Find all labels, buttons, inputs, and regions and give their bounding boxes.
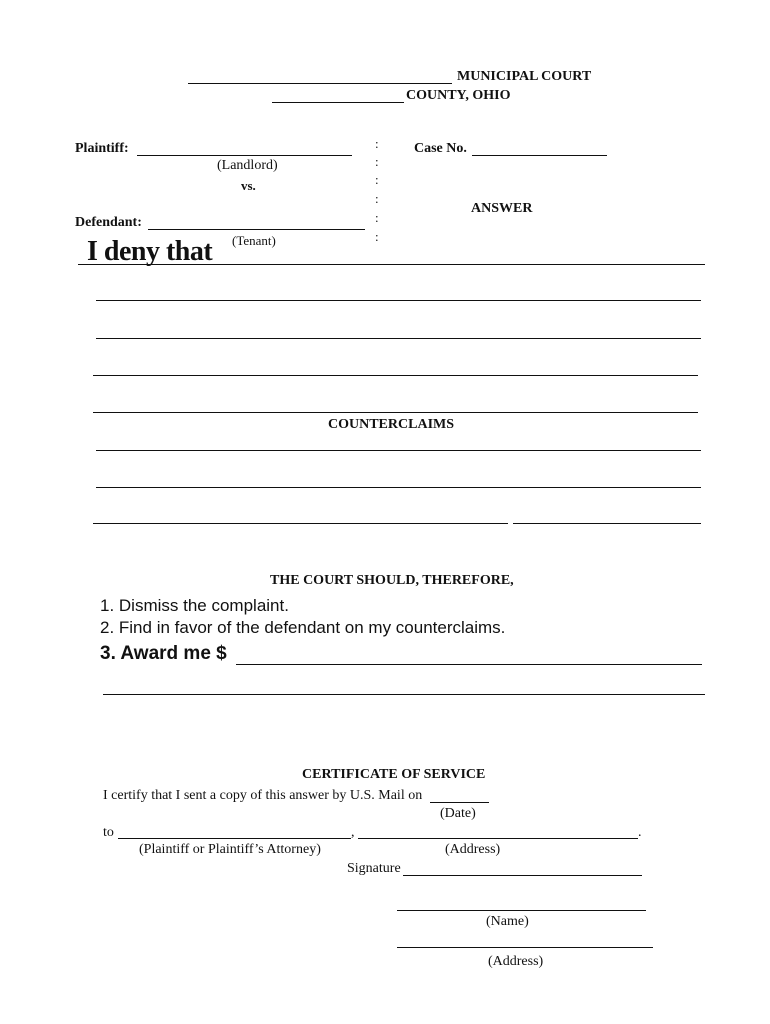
certificate-heading: CERTIFICATE OF SERVICE bbox=[302, 767, 486, 782]
name-caption: (Name) bbox=[486, 914, 529, 929]
document-title: ANSWER bbox=[471, 201, 533, 216]
mail-date-blank[interactable] bbox=[430, 802, 489, 803]
relief-item-dismiss: 1. Dismiss the complaint. bbox=[100, 596, 289, 615]
answer-handwritten-text[interactable]: I deny that bbox=[87, 236, 213, 267]
name-blank[interactable] bbox=[397, 910, 646, 911]
relief-item-counterclaims: 2. Find in favor of the defendant on my counterclaims. bbox=[100, 618, 506, 637]
address-caption-2: (Address) bbox=[488, 954, 544, 969]
certificate-statement: I certify that I sent a copy of this answer by U.S. Mail on bbox=[103, 788, 423, 803]
to-label: to bbox=[103, 825, 114, 840]
caption-separator: : bbox=[375, 191, 379, 206]
answer-line[interactable] bbox=[78, 264, 705, 265]
answer-line[interactable] bbox=[96, 338, 701, 339]
date-caption: (Date) bbox=[440, 806, 476, 821]
plaintiff-name-blank[interactable] bbox=[137, 155, 352, 156]
signature-label: Signature bbox=[347, 861, 401, 876]
counterclaim-line[interactable] bbox=[93, 523, 508, 524]
defendant-name-blank[interactable] bbox=[148, 229, 365, 230]
counterclaim-line[interactable] bbox=[513, 523, 701, 524]
relief-heading: THE COURT SHOULD, THEREFORE, bbox=[270, 573, 514, 588]
recipient-blank[interactable] bbox=[118, 838, 351, 839]
caption-separator: : bbox=[375, 229, 379, 244]
defendant-label: Defendant: bbox=[75, 215, 142, 230]
county-label: COUNTY, OHIO bbox=[406, 88, 511, 103]
address-blank[interactable] bbox=[397, 947, 653, 948]
plaintiff-label: Plaintiff: bbox=[75, 141, 129, 156]
caption-separator: : bbox=[375, 136, 379, 151]
comma-separator: , bbox=[351, 825, 355, 840]
answer-line[interactable] bbox=[93, 375, 698, 376]
relief-item-award: 3. Award me $ bbox=[100, 643, 227, 664]
caption-separator: : bbox=[375, 172, 379, 187]
court-label: MUNICIPAL COURT bbox=[457, 69, 592, 84]
counterclaim-line[interactable] bbox=[96, 487, 701, 488]
address-caption: (Address) bbox=[445, 842, 501, 857]
tenant-caption: (Tenant) bbox=[232, 233, 276, 248]
caption-separator: : bbox=[375, 154, 379, 169]
counterclaims-heading: COUNTERCLAIMS bbox=[328, 417, 455, 432]
award-amount-blank[interactable] bbox=[236, 664, 702, 665]
answer-line[interactable] bbox=[93, 412, 698, 413]
vs-label: vs. bbox=[241, 178, 256, 193]
court-name-blank[interactable] bbox=[188, 83, 452, 84]
counterclaim-line[interactable] bbox=[96, 450, 701, 451]
case-number-blank[interactable] bbox=[472, 155, 607, 156]
period-mark: . bbox=[638, 825, 642, 840]
signature-blank[interactable] bbox=[403, 875, 642, 876]
award-line[interactable] bbox=[103, 694, 705, 695]
case-number-label: Case No. bbox=[414, 141, 467, 156]
caption-separator: : bbox=[375, 210, 379, 225]
answer-line[interactable] bbox=[96, 300, 701, 301]
recipient-caption: (Plaintiff or Plaintiff’s Attorney) bbox=[139, 842, 321, 857]
recipient-address-blank[interactable] bbox=[358, 838, 638, 839]
landlord-caption: (Landlord) bbox=[217, 158, 278, 173]
county-name-blank[interactable] bbox=[272, 102, 404, 103]
